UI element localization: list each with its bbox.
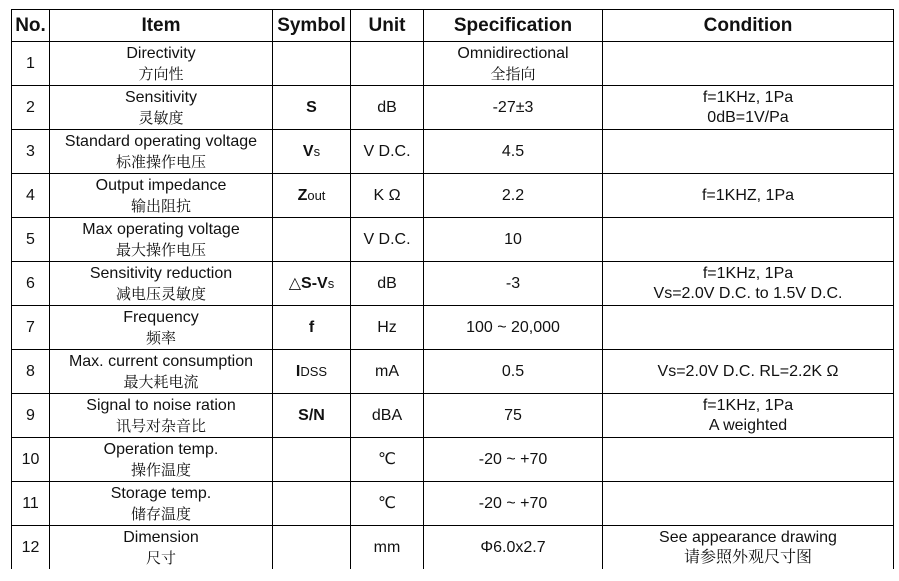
unit-value: Hz xyxy=(377,318,397,336)
item-name-cn: 输出阻抗 xyxy=(130,196,191,215)
cell-symbol xyxy=(273,482,351,526)
item-name-cn: 灵敏度 xyxy=(138,108,184,127)
header-condition: Condition xyxy=(603,10,894,42)
spec-value: 2.2 xyxy=(501,186,525,204)
condition-line-1: f=1KHz, 1Pa xyxy=(702,396,794,414)
cell-unit xyxy=(351,482,424,526)
unit-value: dBA xyxy=(371,406,403,424)
item-name-en: Sensitivity xyxy=(124,88,198,106)
cell-unit xyxy=(351,394,424,438)
row-number: 12 xyxy=(21,538,40,556)
cell-specification xyxy=(424,350,603,394)
cell-symbol xyxy=(273,262,351,306)
symbol-subscript: DSS xyxy=(300,363,328,379)
cell-condition xyxy=(603,86,894,130)
row-number: 5 xyxy=(26,230,35,248)
symbol-main: Z xyxy=(297,186,308,204)
unit-value: mm xyxy=(373,538,401,556)
item-name-cn: 最大操作电压 xyxy=(115,240,206,259)
item-name-cn: 频率 xyxy=(145,328,176,347)
condition-line-1: Vs=2.0V D.C. RL=2.2K Ω xyxy=(657,362,839,380)
cell-no xyxy=(12,130,50,174)
item-name-cn: 最大耗电流 xyxy=(123,372,199,391)
cell-unit xyxy=(351,526,424,570)
item-name-cn: 标准操作电压 xyxy=(115,152,206,171)
unit-value: V D.C. xyxy=(363,142,411,160)
symbol-subscript: s xyxy=(313,143,321,159)
cell-unit xyxy=(351,306,424,350)
table-row xyxy=(12,42,894,86)
cell-symbol xyxy=(273,174,351,218)
cell-symbol xyxy=(273,526,351,570)
cell-unit xyxy=(351,130,424,174)
cell-no xyxy=(12,306,50,350)
symbol-main: △S-V xyxy=(288,274,328,292)
cell-symbol xyxy=(273,438,351,482)
row-number: 4 xyxy=(26,186,35,204)
cell-specification xyxy=(424,438,603,482)
spec-value-cn: 全指向 xyxy=(490,64,536,83)
header-item: Item xyxy=(50,10,273,42)
row-number: 6 xyxy=(26,274,35,292)
cell-symbol xyxy=(273,218,351,262)
cell-specification xyxy=(424,306,603,350)
symbol-main: V xyxy=(302,142,314,160)
cell-item xyxy=(50,174,273,218)
item-name-en: Standard operating voltage xyxy=(64,132,258,150)
item-name-en: Signal to noise ration xyxy=(86,396,236,414)
cell-no xyxy=(12,262,50,306)
cell-unit xyxy=(351,42,424,86)
unit-value: K Ω xyxy=(373,186,401,204)
item-name-cn: 方向性 xyxy=(138,64,184,83)
cell-specification xyxy=(424,218,603,262)
cell-item xyxy=(50,350,273,394)
table-row xyxy=(12,482,894,526)
cell-no xyxy=(12,174,50,218)
unit-value: V D.C. xyxy=(363,230,411,248)
item-name-cn: 讯号对杂音比 xyxy=(115,416,206,435)
cell-no xyxy=(12,218,50,262)
item-name-en: Dimension xyxy=(123,528,199,546)
row-number: 1 xyxy=(26,54,35,72)
symbol-subscript: out xyxy=(307,187,326,203)
unit-value: dB xyxy=(377,98,397,116)
cell-symbol xyxy=(273,86,351,130)
symbol-main: f xyxy=(308,318,315,336)
symbol-subscript: s xyxy=(327,275,335,291)
cell-specification xyxy=(424,86,603,130)
cell-unit xyxy=(351,262,424,306)
header-no: No. xyxy=(12,10,50,42)
cell-item xyxy=(50,438,273,482)
symbol-main: I xyxy=(295,362,301,380)
header-symbol: Symbol xyxy=(273,10,351,42)
item-name-cn: 减电压灵敏度 xyxy=(115,284,206,303)
item-name-en: Storage temp. xyxy=(110,484,212,502)
cell-symbol xyxy=(273,350,351,394)
item-name-en: Output impedance xyxy=(95,176,227,194)
cell-unit xyxy=(351,174,424,218)
item-name-cn: 储存温度 xyxy=(130,504,191,523)
cell-item xyxy=(50,394,273,438)
unit-value: mA xyxy=(375,362,399,380)
cell-condition xyxy=(603,526,894,570)
spec-value: 4.5 xyxy=(501,142,525,160)
cell-specification xyxy=(424,262,603,306)
spec-value: -27±3 xyxy=(492,98,534,116)
cell-item xyxy=(50,526,273,570)
table-row xyxy=(12,262,894,306)
cell-no xyxy=(12,526,50,570)
cell-item xyxy=(50,42,273,86)
item-name-en: Max. current consumption xyxy=(68,352,254,370)
header-specification: Specification xyxy=(424,10,603,42)
condition-line-1: f=1KHz, 1Pa xyxy=(702,264,794,282)
cell-condition xyxy=(603,482,894,526)
item-name-en: Frequency xyxy=(123,308,199,326)
condition-line-1: See appearance drawing xyxy=(659,528,837,546)
spec-value: Φ6.0x2.7 xyxy=(480,538,546,556)
item-name-en: Sensitivity reduction xyxy=(89,264,233,282)
cell-specification xyxy=(424,174,603,218)
row-number: 9 xyxy=(26,406,35,424)
row-number: 2 xyxy=(26,98,35,116)
cell-unit xyxy=(351,218,424,262)
cell-condition xyxy=(603,350,894,394)
spec-value: 0.5 xyxy=(501,362,525,380)
cell-condition xyxy=(603,394,894,438)
spec-value: -3 xyxy=(505,274,521,292)
item-name-en: Operation temp. xyxy=(103,440,219,458)
cell-condition xyxy=(603,42,894,86)
header-unit: Unit xyxy=(351,10,424,42)
cell-condition xyxy=(603,174,894,218)
cell-condition xyxy=(603,306,894,350)
condition-line-2: Vs=2.0V D.C. to 1.5V D.C. xyxy=(653,284,843,302)
cell-item xyxy=(50,306,273,350)
table-row xyxy=(12,394,894,438)
row-number: 11 xyxy=(22,494,39,512)
cell-no xyxy=(12,394,50,438)
cell-specification xyxy=(424,482,603,526)
cell-unit xyxy=(351,86,424,130)
cell-condition xyxy=(603,218,894,262)
spec-value: -20 ~ +70 xyxy=(478,494,548,512)
cell-item xyxy=(50,130,273,174)
cell-specification xyxy=(424,130,603,174)
row-number: 8 xyxy=(26,362,35,380)
item-name-cn: 尺寸 xyxy=(145,548,176,567)
row-number: 10 xyxy=(21,450,40,468)
table-row xyxy=(12,306,894,350)
cell-no xyxy=(12,482,50,526)
cell-item xyxy=(50,262,273,306)
item-name-cn: 操作温度 xyxy=(130,460,191,479)
cell-unit xyxy=(351,438,424,482)
condition-line-2: 0dB=1V/Pa xyxy=(707,108,789,126)
table-row xyxy=(12,130,894,174)
item-name-en: Max operating voltage xyxy=(82,220,240,238)
spec-value: Omnidirectional xyxy=(457,44,569,62)
cell-unit xyxy=(351,350,424,394)
cell-symbol xyxy=(273,130,351,174)
cell-symbol xyxy=(273,394,351,438)
row-number: 7 xyxy=(26,318,35,336)
condition-line-2: A weighted xyxy=(708,416,788,434)
table-row xyxy=(12,438,894,482)
spec-value: 75 xyxy=(504,406,522,424)
cell-no xyxy=(12,42,50,86)
condition-line-1: f=1KHZ, 1Pa xyxy=(701,186,795,204)
cell-symbol xyxy=(273,306,351,350)
cell-symbol xyxy=(273,42,351,86)
cell-condition xyxy=(603,262,894,306)
symbol-main: S xyxy=(306,98,317,116)
unit-value: ℃ xyxy=(378,450,396,468)
unit-value: dB xyxy=(377,274,397,292)
header-row xyxy=(12,10,894,42)
table-row xyxy=(12,174,894,218)
cell-no xyxy=(12,350,50,394)
condition-line-1: f=1KHz, 1Pa xyxy=(702,88,794,106)
condition-line-2: 请参照外观尺寸图 xyxy=(683,548,812,566)
table-row xyxy=(12,218,894,262)
cell-item xyxy=(50,218,273,262)
cell-item xyxy=(50,482,273,526)
spec-table xyxy=(11,9,894,569)
cell-condition xyxy=(603,438,894,482)
cell-specification xyxy=(424,526,603,570)
cell-item xyxy=(50,86,273,130)
spec-value: 100 ~ 20,000 xyxy=(466,318,560,336)
cell-condition xyxy=(603,130,894,174)
cell-specification xyxy=(424,42,603,86)
spec-value: 10 xyxy=(504,230,522,248)
cell-no xyxy=(12,86,50,130)
table-row xyxy=(12,526,894,570)
row-number: 3 xyxy=(26,142,35,160)
symbol-main: S/N xyxy=(298,406,325,424)
unit-value: ℃ xyxy=(378,494,396,512)
cell-specification xyxy=(424,394,603,438)
table-row xyxy=(12,86,894,130)
table-row xyxy=(12,350,894,394)
spec-value: -20 ~ +70 xyxy=(478,450,548,468)
item-name-en: Directivity xyxy=(126,44,196,62)
cell-no xyxy=(12,438,50,482)
